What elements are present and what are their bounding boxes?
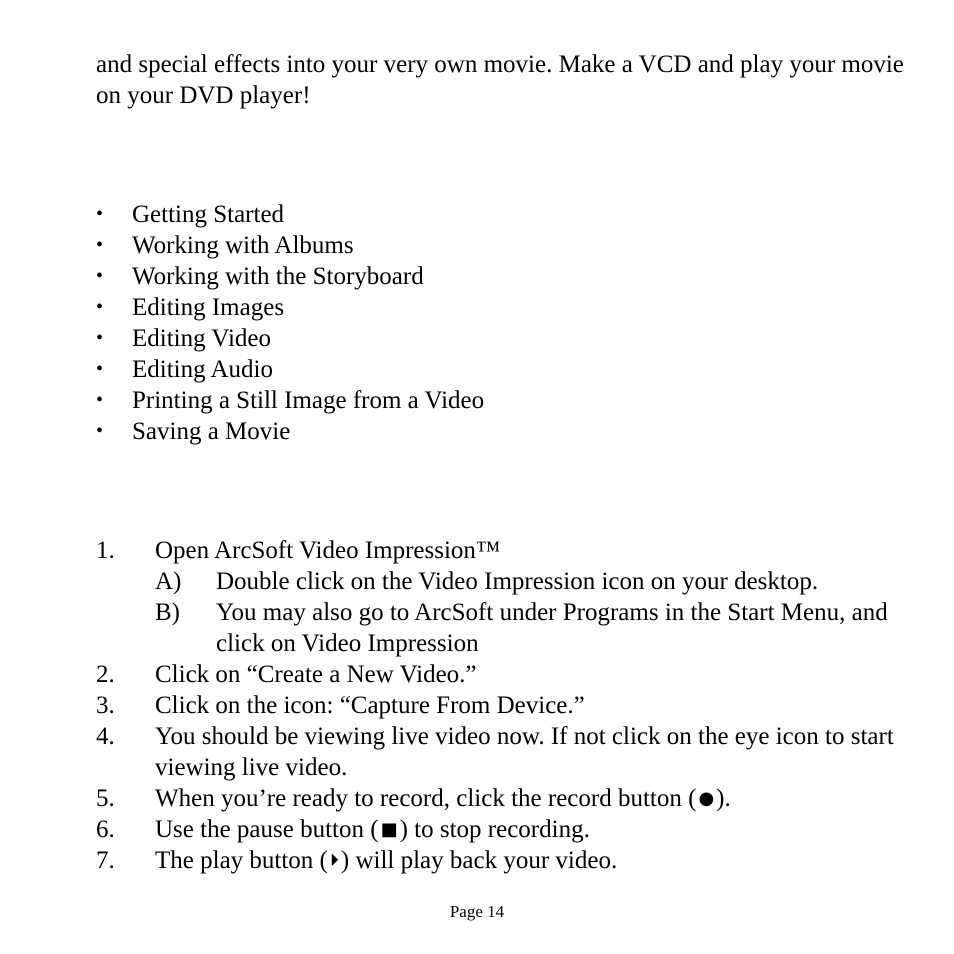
step-6 — [96, 814, 916, 845]
step-number: 1. — [96, 537, 115, 564]
bullet-icon: • — [96, 358, 104, 380]
intro-paragraph: and special effects into your very own movie. Make a VCD and play your movie on your DVD player! — [96, 51, 904, 109]
step-number: 5. — [96, 785, 115, 812]
step-2 — [96, 659, 916, 690]
step-number: 6. — [96, 816, 115, 843]
substep-text: You may also go to ArcSoft under Programs in the Start Menu, and click on Video Impression — [216, 599, 888, 657]
step-text: Open ArcSoft Video Impression™ — [155, 537, 501, 564]
step-text: When you’re ready to record, click the record button ( ●). — [155, 785, 731, 812]
step-text: Use the pause button ( ■) to stop recording. — [155, 816, 590, 843]
step-number: 4. — [96, 723, 115, 750]
step-4 — [96, 721, 916, 783]
substep-letter: B) — [155, 599, 180, 626]
play-icon: ⏵ — [329, 850, 339, 871]
step-7 — [96, 845, 916, 876]
record-icon: ● — [698, 788, 715, 809]
step-3 — [96, 690, 916, 721]
substep-text: Double click on the Video Impression icon on your desktop. — [216, 568, 819, 595]
manual-page: and special effects into your very own movie. Make a VCD and play your movie on your DVD player! • Getting Started • Working with Albums • Working with the Storyboard • Editing Images • Editing Video • Editing Audio • Printing a Still Image from a Video • Saving a Movie 1. Open ArcSoft Video Impression™ A) Double click on the Video Impression icon on your desktop. B) You may also go to ArcSoft under Programs in the Start Menu, and click on Video Impression 2. Click on “Create a New Video.” 3. Click on the icon: “Capture From Device.” 4. You should be viewing live video now. If not click on the eye icon to start viewing live video. 5. When you’re ready to record, click the record button ( ●). 6. Use the pause button ( ■) to stop recording. 7. The play button ( ⏵) will play back your video. Page 14 — [0, 0, 954, 954]
step-5 — [96, 783, 916, 814]
bullet-icon: • — [96, 203, 104, 225]
stop-icon: ■ — [380, 819, 398, 840]
bullet-icon: • — [96, 420, 104, 442]
step-text: Click on “Create a New Video.” — [155, 661, 477, 688]
instructions-list — [96, 535, 916, 876]
substeps-list — [155, 566, 916, 659]
page-number: Page 14 — [449, 902, 505, 921]
bullet-icon: • — [96, 389, 104, 411]
step-text: You should be viewing live video now. If not click on the eye icon to start viewing live video. — [155, 723, 894, 781]
step-number: 7. — [96, 847, 115, 874]
bullet-icon: • — [96, 234, 104, 256]
bullet-icon: • — [96, 327, 104, 349]
step-1 — [96, 535, 916, 659]
bullet-icon: • — [96, 265, 104, 287]
step-text: The play button ( ⏵) will play back your video. — [155, 847, 618, 874]
substep-a — [155, 566, 916, 597]
substep-b — [155, 597, 916, 659]
substep-letter: A) — [155, 568, 182, 595]
step-number: 3. — [96, 692, 115, 719]
step-number: 2. — [96, 661, 115, 688]
step-text: Click on the icon: “Capture From Device.” — [155, 692, 585, 719]
bullet-icon: • — [96, 296, 104, 318]
